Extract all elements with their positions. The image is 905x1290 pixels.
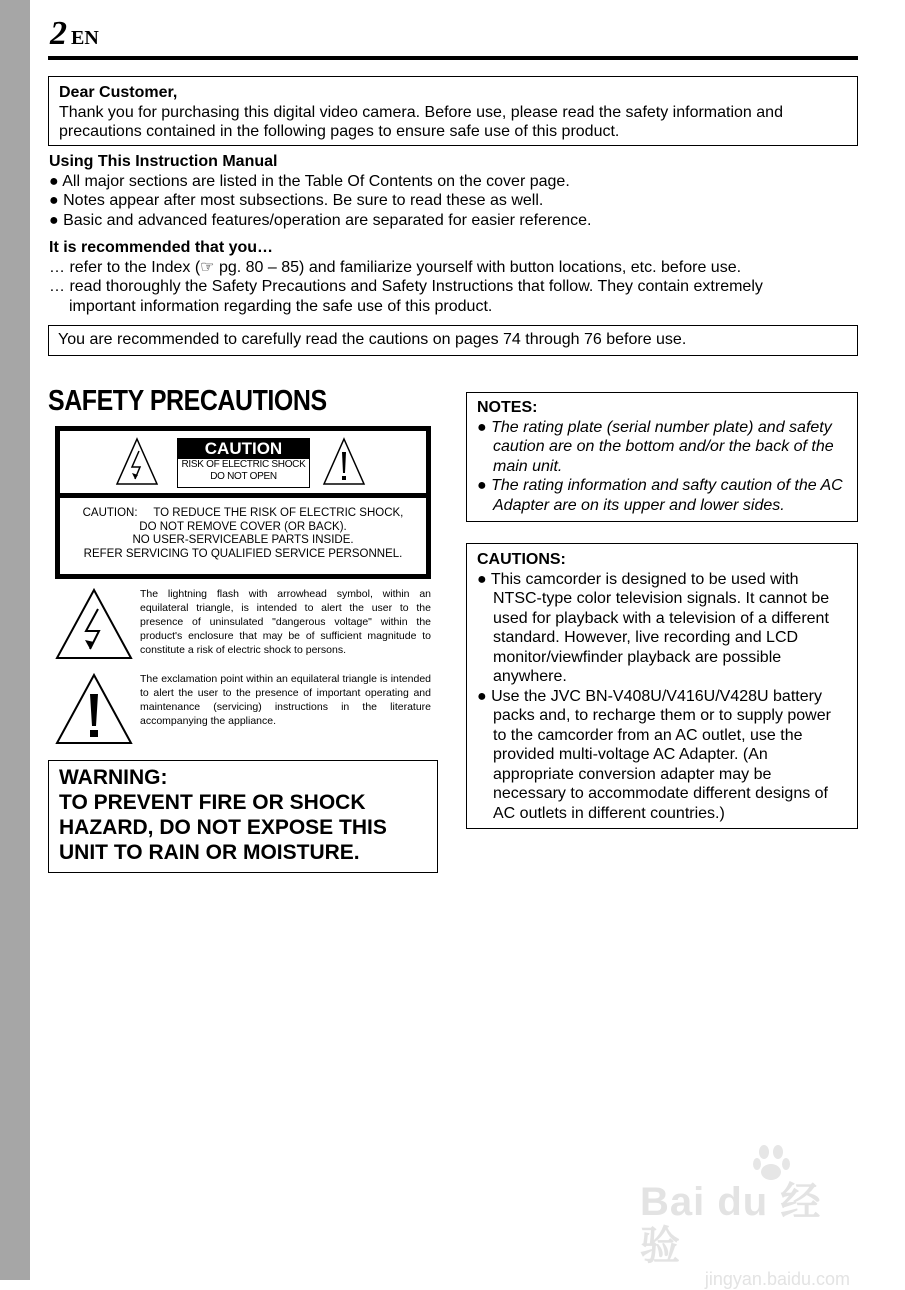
caution-label: CAUTION [178,439,309,459]
warning-heading: WARNING: [59,766,168,789]
notes-heading: NOTES: [477,399,538,416]
caution-line: REFER SERVICING TO QUALIFIED SERVICE PERSONNEL. [83,547,403,560]
caution-panel [55,426,431,579]
list-item: ● Use the JVC BN-V408U/V416U/V428U battery packs and, to recharge them or to supply power to the camcorder from an AC outlet, use the provided multi-voltage AC Adapter. (An appropriate conversion adapter may be necessary to accommodate different designs of AC outlets in different countries.) [477,687,831,822]
caution-text [60,507,426,561]
page-number: 2 EN [50,15,99,52]
cautions-box [466,543,858,829]
recommend-section [49,238,864,316]
list-item: ● Notes appear after most subsections. Be sure to read these as well. [49,192,544,209]
manual-section [49,152,864,230]
language-code: EN [71,27,99,49]
warning-body: TO PREVENT FIRE OR SHOCK HAZARD, DO NOT EXPOSE THIS UNIT TO RAIN OR MOISTURE. [59,791,387,864]
list-item: ● The rating information and safty caution of the AC Adapter are on its upper and lower sides. [477,477,843,514]
watermark-url: jingyan.baidu.com [704,1269,850,1289]
notes-box [466,392,858,522]
caution-sub1: RISK OF ELECTRIC SHOCK [181,459,306,470]
exclamation-triangle-icon [55,672,133,746]
safety-title: SAFETY PRECAUTIONS [48,385,327,417]
exclamation-triangle-icon [322,437,366,487]
caution-line: CAUTION: TO REDUCE THE RISK OF ELECTRIC SHOCK, [82,507,404,519]
baidu-watermark [640,1160,860,1289]
list-item: ● The rating plate (serial number plate) and safety caution are on the bottom and/or the back of the main unit. [477,418,834,475]
list-item: … read thoroughly the Safety Precautions and Safety Instructions that follow. They contain extremely important information regarding the safe use of this product. [49,278,763,315]
intro-body: Thank you for purchasing this digital video camera. Before use, please read the safety information and precautions contained in the following pages to ensure safe use of this product. [59,103,783,140]
page-margin-strip [0,0,30,1280]
lightning-text: The lightning flash with arrowhead symbol, within an equilateral triangle, is intended to alert the user to the presence of uninsulated "dangerous voltage" within the product's enclosure that may be of sufficient magnitude to constitute a risk of electric shock to persons. [140,588,431,656]
caution-top [60,431,426,493]
lightning-triangle-icon [115,437,159,487]
list-item: ● This camcorder is designed to be used with NTSC-type color television signals. It cannot be used for playback with a television of a different standard. However, live recording and LCD monitor/viewfinder playback are possible anywhere. [477,570,830,685]
intro-heading: Dear Customer, [59,84,178,101]
caution-divider [60,493,426,498]
header-rule [48,56,858,60]
recommend-heading: It is recommended that you… [49,239,274,256]
caution-label-box [177,438,310,488]
warning-box [48,760,438,873]
cautions-heading: CAUTIONS: [477,551,566,568]
caution-line: DO NOT REMOVE COVER (OR BACK). [139,520,347,533]
list-item: ● All major sections are listed in the Table Of Contents on the cover page. [49,172,570,190]
manual-heading: Using This Instruction Manual [49,153,278,170]
watermark-brand: Bai du 经验 [640,1180,822,1268]
caution-sub2: DO NOT OPEN [210,471,277,482]
caution-line: NO USER-SERVICEABLE PARTS INSIDE. [132,534,354,546]
intro-box [48,76,858,146]
exclamation-text: The exclamation point within an equilateral triangle is intended to alert the user to the presence of important operating and maintenance (servicing) instructions in the literature accompanying the appliance. [140,673,431,727]
lightning-triangle-icon [55,587,133,661]
paw-icon [752,1142,792,1182]
recommend-box: You are recommended to carefully read the cautions on pages 74 through 76 before use. [48,325,858,356]
list-item: … refer to the Index (☞ pg. 80 – 85) and familiarize yourself with button locations, etc. before use. [49,258,742,276]
list-item: ● Basic and advanced features/operation are separated for easier reference. [49,211,592,229]
